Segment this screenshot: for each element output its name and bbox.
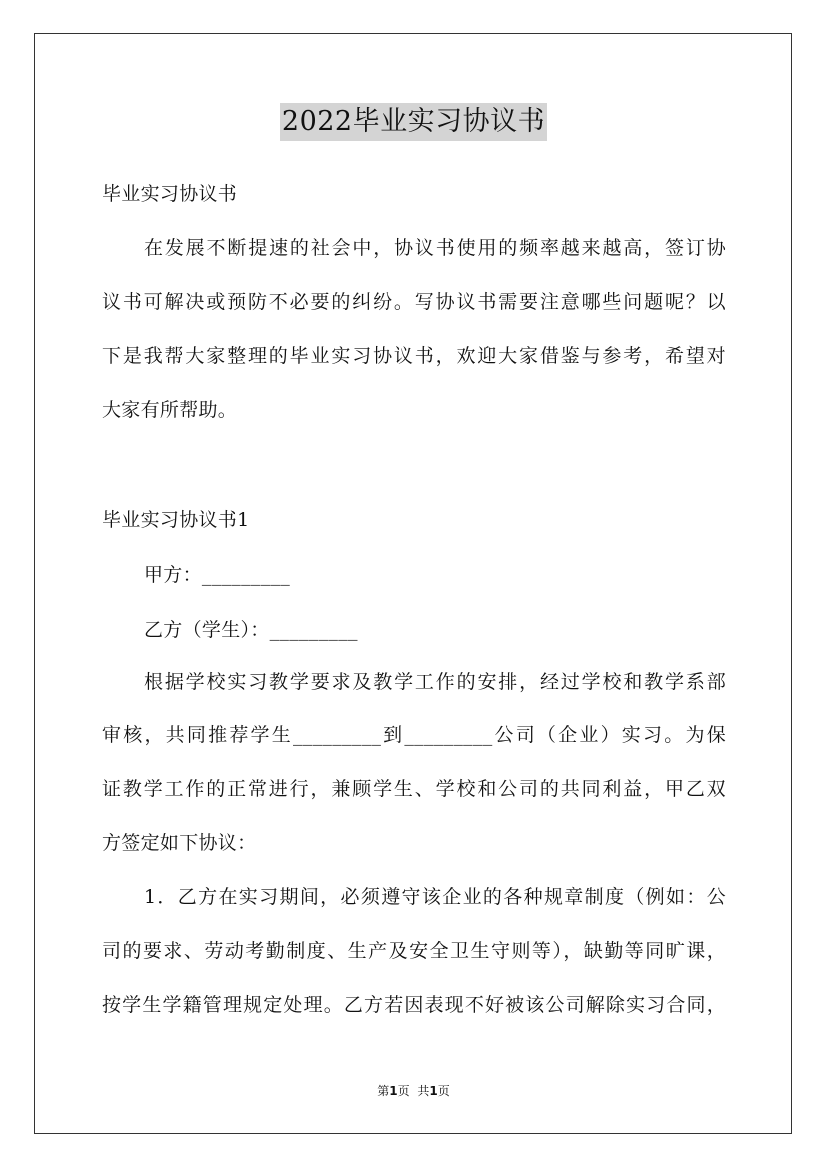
footer-page-prefix: 第 bbox=[377, 1084, 390, 1098]
paragraph-line: 证教学工作的正常进行，兼顾学生、学校和公司的共同利益，甲乙双 bbox=[102, 778, 726, 800]
section-heading: 毕业实习协议书1 bbox=[102, 509, 250, 531]
clause-line: 按学生学籍管理规定处理。乙方若因表现不好被该公司解除实习合同， bbox=[102, 994, 726, 1016]
footer-total-number: 1 bbox=[429, 1084, 438, 1098]
section-heading: 毕业实习协议书 bbox=[102, 183, 238, 205]
footer-page-suffix: 页 bbox=[397, 1084, 410, 1098]
footer-total-prefix: 共 bbox=[417, 1084, 430, 1098]
paragraph-line: 审核，共同推荐学生_________到_________公司（企业）实习。为保 bbox=[102, 724, 726, 746]
clause-line: 司的要求、劳动考勤制度、生产及安全卫生守则等），缺勤等同旷课， bbox=[102, 940, 726, 962]
footer-page-number: 1 bbox=[389, 1084, 398, 1098]
paragraph-line: 下是我帮大家整理的毕业实习协议书，欢迎大家借鉴与参考，希望对 bbox=[102, 345, 726, 367]
paragraph-line: 方签定如下协议： bbox=[102, 832, 257, 854]
page-footer bbox=[0, 1083, 827, 1099]
title-container bbox=[0, 103, 827, 141]
document-title: 2022毕业实习协议书 bbox=[280, 103, 547, 141]
paragraph-line: 根据学校实习教学要求及教学工作的安排，经过学校和教学系部 bbox=[144, 671, 726, 693]
paragraph-line: 大家有所帮助。 bbox=[102, 399, 238, 421]
paragraph-line: 在发展不断提速的社会中，协议书使用的频率越来越高，签订协 bbox=[144, 237, 726, 259]
paragraph-line: 议书可解决或预防不必要的纠纷。写协议书需要注意哪些问题呢？以 bbox=[102, 291, 726, 313]
clause-line: 1．乙方在实习期间，必须遵守该企业的各种规章制度（例如：公 bbox=[144, 886, 726, 908]
party-b-line: 乙方（学生）：_________ bbox=[144, 619, 358, 641]
footer-total-suffix: 页 bbox=[437, 1084, 450, 1098]
party-a-line: 甲方：_________ bbox=[144, 564, 291, 586]
